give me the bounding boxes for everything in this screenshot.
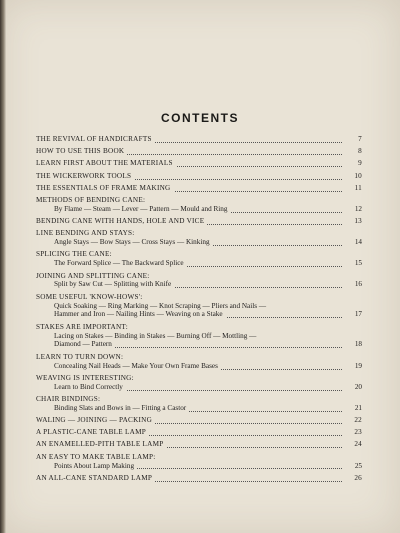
toc-page-number: 22 — [346, 416, 362, 425]
toc-entry — [36, 184, 362, 193]
toc-page-number: 18 — [346, 340, 362, 349]
toc-page-number: 15 — [346, 259, 362, 268]
toc-page-number: 17 — [346, 310, 362, 319]
toc-entry — [36, 293, 362, 320]
toc-page-number: 19 — [346, 362, 362, 371]
toc-page-number: 16 — [346, 280, 362, 289]
toc-heading — [36, 217, 362, 226]
toc-subtopics-text: Points About Lamp Making — [54, 462, 137, 470]
toc-heading-text: THE ESSENTIALS OF FRAME MAKING — [36, 184, 174, 192]
toc-entry — [36, 272, 362, 290]
toc-heading-text: WALING — JOINING — PACKING — [36, 416, 155, 424]
toc-heading-text: THE REVIVAL OF HANDICRAFTS — [36, 135, 155, 143]
toc-heading — [36, 147, 362, 156]
table-of-contents — [36, 135, 362, 486]
toc-subtopics — [36, 310, 362, 319]
toc-entry — [36, 416, 362, 425]
toc-entry — [36, 172, 362, 181]
toc-entry — [36, 250, 362, 268]
toc-heading — [36, 453, 362, 462]
toc-heading-text: LEARN FIRST ABOUT THE MATERIALS — [36, 159, 176, 167]
toc-heading-text: METHODS OF BENDING CANE: — [36, 196, 148, 204]
toc-page-number: 26 — [346, 474, 362, 483]
toc-heading — [36, 293, 362, 302]
toc-heading — [36, 135, 362, 144]
entry-gap — [36, 483, 362, 486]
toc-page-number: 20 — [346, 383, 362, 392]
toc-entry — [36, 135, 362, 144]
toc-page-number: 12 — [346, 205, 362, 214]
toc-page-number: 10 — [346, 172, 362, 181]
toc-heading-text: AN EASY TO MAKE TABLE LAMP: — [36, 453, 159, 461]
toc-page-number: 25 — [346, 462, 362, 471]
toc-entry — [36, 217, 362, 226]
toc-heading — [36, 428, 362, 437]
toc-subtopics-text: The Forward Splice — The Backward Splice — [54, 259, 187, 267]
toc-heading-text: STAKES ARE IMPORTANT: — [36, 323, 131, 331]
toc-subtopics — [36, 259, 362, 268]
toc-entry — [36, 395, 362, 413]
contents-title: CONTENTS — [161, 111, 239, 125]
toc-heading — [36, 353, 362, 362]
toc-heading-text: THE WICKERWORK TOOLS — [36, 172, 134, 180]
toc-subtopics-text: Concealing Nail Heads — Make Your Own Frame Bases — [54, 362, 221, 370]
toc-subtopics-text: Lacing on Stakes — Binding in Stakes — Burning Off — Mottling — — [54, 332, 259, 340]
toc-heading-text: BENDING CANE WITH HANDS, HOLE AND VICE — [36, 217, 207, 225]
toc-subtopics-text: Quick Soaking — Ring Marking — Knot Scraping — Pliers and Nails — — [54, 302, 269, 310]
toc-subtopics-text: Learn to Bind Correctly — [54, 383, 126, 391]
toc-subtopics-text: Hammer and Iron — Nailing Hints — Weaving on a Stake — [54, 310, 226, 318]
toc-subtopics-text: Split by Saw Cut — Splitting with Knife — [54, 280, 174, 288]
toc-subtopics-text: Binding Slats and Bows in — Fitting a Castor — [54, 404, 189, 412]
toc-subtopics — [36, 383, 362, 392]
toc-entry — [36, 159, 362, 168]
toc-subtopics — [36, 302, 362, 311]
toc-entry — [36, 323, 362, 350]
toc-page-number: 11 — [346, 184, 362, 193]
toc-heading-text: CHAIR BINDINGS: — [36, 395, 103, 403]
toc-subtopics-text: Angle Stays — Bow Stays — Cross Stays — Kinking — [54, 238, 213, 246]
toc-entry — [36, 196, 362, 214]
toc-heading — [36, 440, 362, 449]
toc-page-number: 24 — [346, 440, 362, 449]
toc-subtopics — [36, 340, 362, 349]
toc-heading-text: LEARN TO TURN DOWN: — [36, 353, 126, 361]
toc-entry — [36, 428, 362, 437]
toc-heading — [36, 159, 362, 168]
toc-heading — [36, 416, 362, 425]
toc-heading — [36, 272, 362, 281]
toc-heading — [36, 196, 362, 205]
toc-heading-text: A PLASTIC-CANE TABLE LAMP — [36, 428, 149, 436]
toc-subtopics — [36, 238, 362, 247]
toc-heading-text: SPLICING THE CANE: — [36, 250, 115, 258]
toc-entry — [36, 474, 362, 483]
toc-page-number: 8 — [346, 147, 362, 156]
toc-heading — [36, 184, 362, 193]
toc-heading-text: JOINING AND SPLITTING CANE: — [36, 272, 153, 280]
toc-heading-text: LINE BENDING AND STAYS: — [36, 229, 138, 237]
toc-page-number: 13 — [346, 217, 362, 226]
toc-page-number: 23 — [346, 428, 362, 437]
toc-heading-text: AN ENAMELLED-PITH TABLE LAMP — [36, 440, 166, 448]
toc-heading — [36, 474, 362, 483]
book-binding-shadow — [0, 0, 6, 533]
toc-entry — [36, 353, 362, 371]
toc-subtopics — [36, 205, 362, 214]
toc-entry — [36, 147, 362, 156]
toc-heading — [36, 374, 362, 383]
toc-page-number: 21 — [346, 404, 362, 413]
toc-subtopics-text: Diamond — Pattern — [54, 340, 115, 348]
toc-entry — [36, 374, 362, 392]
toc-subtopics — [36, 362, 362, 371]
toc-heading-text: SOME USEFUL 'KNOW-HOWS': — [36, 293, 146, 301]
toc-heading — [36, 395, 362, 404]
toc-page-number: 9 — [346, 159, 362, 168]
toc-subtopics — [36, 332, 362, 341]
toc-subtopics — [36, 404, 362, 413]
toc-subtopics — [36, 280, 362, 289]
toc-page-number: 7 — [346, 135, 362, 144]
toc-heading — [36, 172, 362, 181]
toc-heading — [36, 323, 362, 332]
toc-subtopics — [36, 462, 362, 471]
toc-entry — [36, 229, 362, 247]
toc-heading-text: AN ALL-CANE STANDARD LAMP — [36, 474, 155, 482]
toc-subtopics-text: By Flame — Steam — Lever — Pattern — Mould and Ring — [54, 205, 230, 213]
toc-heading — [36, 250, 362, 259]
toc-entry — [36, 440, 362, 449]
toc-heading-text: HOW TO USE THIS BOOK — [36, 147, 127, 155]
toc-page-number: 14 — [346, 238, 362, 247]
toc-heading — [36, 229, 362, 238]
toc-entry — [36, 453, 362, 471]
toc-heading-text: WEAVING IS INTERESTING: — [36, 374, 137, 382]
